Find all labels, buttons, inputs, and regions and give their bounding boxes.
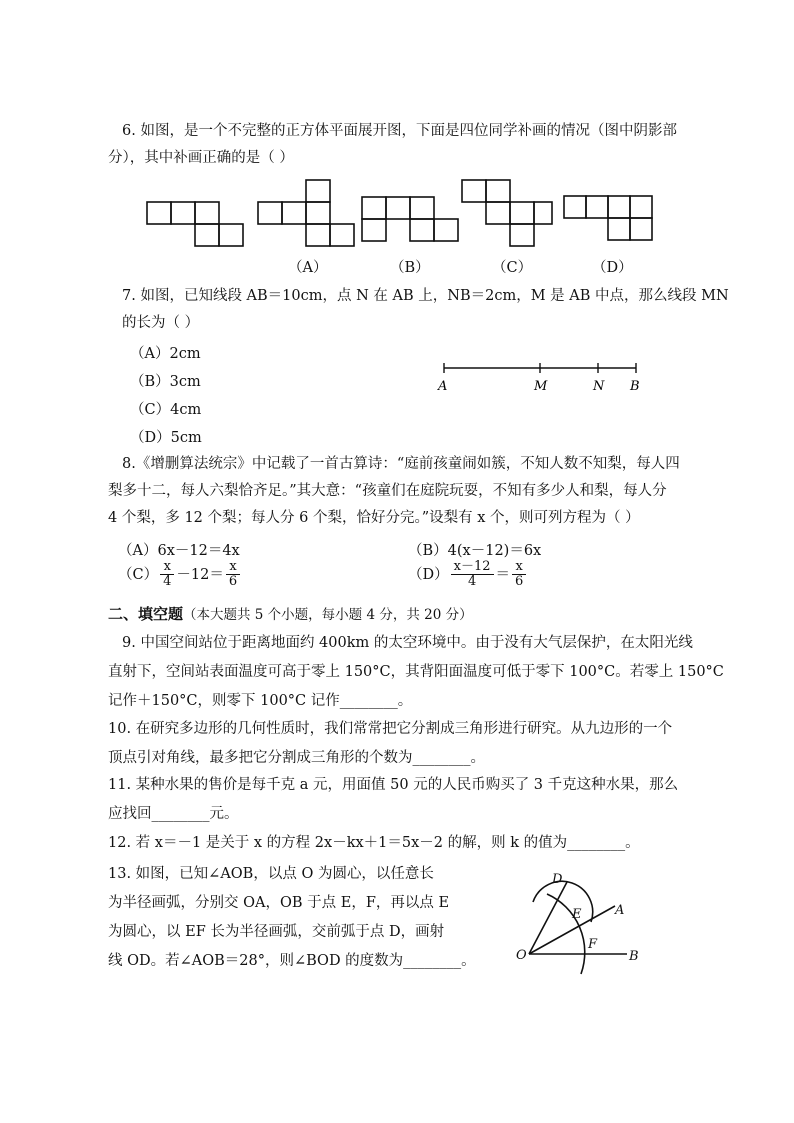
- label-a: A: [615, 903, 625, 918]
- q13-angle-figure: [505, 852, 655, 982]
- label-f: F: [588, 937, 598, 952]
- fraction-x-minus-12-over-4: $\frac{x-12}{4}$: [451, 560, 494, 590]
- option-d-label: （D）: [408, 566, 449, 583]
- point-m-label: M: [534, 379, 548, 394]
- q6-option-c-label: （C）: [492, 260, 533, 276]
- section2-title: 二、填空题: [108, 605, 184, 623]
- q9-line3: 记作＋150°C，则零下 100°C 记作________。: [108, 693, 413, 709]
- original-net: [147, 202, 243, 246]
- q8-line2: 梨多十二，每人六梨恰齐足。”其大意：“孩童们在庭院玩耍，不知有多少人和梨，每人分: [108, 483, 667, 499]
- fraction-x-over-6: $\frac{x}{6}$: [226, 560, 240, 590]
- q13-line1: 13. 如图，已知∠AOB，以点 O 为圆心，以任意长: [108, 866, 434, 882]
- q9-line1: 9. 中国空间站位于距离地面约 400km 的太空环境中。由于没有大气层保护，在太阳光线: [122, 635, 693, 651]
- net-option-b: [362, 197, 458, 241]
- q7-choice-d: （D）5cm: [130, 430, 202, 446]
- q6-line2: 分），其中补画正确的是（ ）: [108, 150, 294, 166]
- label-e: E: [572, 907, 582, 922]
- q13-line4: 线 OD。若∠AOB＝28°，则∠BOD 的度数为________。: [108, 953, 476, 969]
- q8-option-b: （B）4(x－12)＝6x: [408, 543, 542, 559]
- arc-from-e: [533, 881, 593, 922]
- q10-line1: 10. 在研究多边形的几何性质时，我们常常把它分割成三角形进行研究。从九边形的一个: [108, 721, 673, 737]
- q6-line1: 6. 如图，是一个不完整的正方体平面展开图，下面是四位同学补画的情况（图中阴影部: [122, 123, 677, 139]
- fraction-x-over-6-d: $\frac{x}{6}$: [512, 560, 526, 590]
- q6-option-d-label: （D）: [592, 260, 633, 276]
- q6-option-a-label: （A）: [288, 260, 328, 276]
- q7-choice-b: （B）3cm: [130, 374, 201, 390]
- q7-line2: 的长为（ ）: [122, 315, 200, 331]
- point-b-label: B: [630, 379, 640, 394]
- q11-line2: 应找回________元。: [108, 806, 239, 822]
- q8-line1: 8.《增删算法统宗》中记载了一首古算诗：“庭前孩童闹如簇，不知人数不知梨，每人四: [122, 456, 680, 472]
- q7-choice-c: （C）4cm: [130, 402, 202, 418]
- q11-line1: 11. 某种水果的售价是每千克 a 元，用面值 50 元的人民币购买了 3 千克这种水果，那么: [108, 777, 679, 793]
- option-c-label: （C）: [118, 566, 159, 583]
- point-n-label: N: [593, 379, 605, 394]
- q6-option-b-label: （B）: [390, 260, 430, 276]
- q7-segment-figure: [430, 360, 650, 396]
- section2-note: （本大题共 5 个小题，每小题 4 分，共 20 分）: [183, 607, 473, 623]
- net-option-a: [258, 180, 354, 246]
- q10-line2: 顶点引对角线，最多把它分割成三角形的个数为________。: [108, 750, 485, 766]
- label-b: B: [629, 949, 639, 964]
- q12-line1: 12. 若 x＝－1 是关于 x 的方程 2x－kx＋1＝5x－2 的解，则 k 的值为________。: [108, 835, 640, 851]
- q7-line1: 7. 如图，已知线段 AB＝10cm，点 N 在 AB 上，NB＝2cm，M 是 AB 中点，那么线段 MN: [122, 288, 729, 304]
- fraction-x-over-4: $\frac{x}{4}$: [160, 560, 174, 590]
- point-a-label: A: [438, 379, 448, 394]
- q7-choice-a: （A）2cm: [130, 346, 201, 362]
- label-d: D: [552, 872, 563, 887]
- q8-line3: 4 个梨，多 12 个梨；每人分 6 个梨，恰好分完。”设梨有 x 个，则可列方程为（ ）: [108, 510, 640, 526]
- q9-line2: 直射下，空间站表面温度可高于零上 150°C，其背阳面温度可低于零下 100°C。若零上 150°C: [108, 664, 724, 680]
- q8-option-d: （D） $\frac{x-12}{4}$ ＝ $\frac{x}{6}$: [408, 560, 528, 590]
- label-o: O: [516, 948, 527, 963]
- q13-line2: 为半径画弧，分别交 OA，OB 于点 E，F，再以点 E: [108, 895, 450, 911]
- q6-net-option-d-figure: [560, 190, 660, 250]
- section2-heading: [108, 603, 473, 624]
- q13-line3: 为圆心，以 EF 长为半径画弧，交前弧于点 D，画射: [108, 924, 445, 940]
- q8-option-a: （A）6x－12＝4x: [118, 543, 240, 559]
- q8-option-c: （C） $\frac{x}{4}$ －12＝ $\frac{x}{6}$: [118, 560, 242, 590]
- net-option-c: [462, 180, 552, 246]
